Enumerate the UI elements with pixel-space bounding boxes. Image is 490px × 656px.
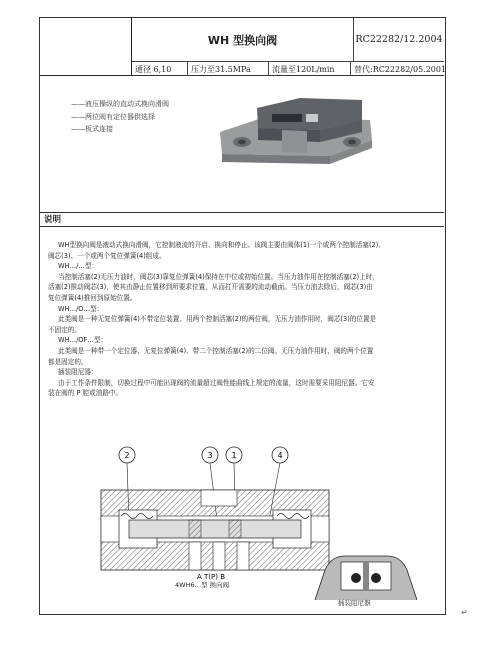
- feature-item: ——两位阀有定位器供选择: [71, 112, 155, 121]
- return-mark: ↵: [461, 608, 468, 617]
- callout-label: 1: [231, 451, 237, 460]
- desc-line: 复位弹簧(4)推回到原始位置。: [48, 293, 137, 302]
- desc-line: 由于工作条件限制，切换过程中可能出现阀的流量超过阀性能曲线上规定的流量，这时需要采用阻尼器。它安: [58, 378, 375, 387]
- desc-line: 此类阀是一种带一个定位器、无复位弹簧(4)、带二个控制活塞(2)的二位阀。无压力油作用时，阀的两个位置: [58, 346, 374, 355]
- port-labels: A T(P) B: [197, 573, 225, 581]
- header-table: [40, 18, 447, 76]
- valve-section-drawing: [93, 428, 343, 598]
- document-code: RC22282/12.2004: [355, 34, 443, 45]
- callout-label: 4: [277, 451, 283, 460]
- desc-line: 活塞(2)推动阀芯(3)，使其由静止位置移到所要求位置，从而打开需要的流动截面。当压力油去除后，阀芯(3)由: [48, 283, 373, 292]
- desc-line: WH型换向阀是液动式换向滑阀，它控制液流的开启、换向和停止。该阀主要由阀体(1)一个或两个控制活塞(2)、: [58, 241, 385, 249]
- diagram-caption: 4WH6…型 换向阀: [175, 581, 230, 589]
- desc-line: 不固定的。: [48, 325, 81, 334]
- spec-size: 通径 6,10: [132, 62, 188, 76]
- desc-line: 阀芯(3)、一个或两个复位弹簧(4)组成。: [48, 251, 166, 260]
- throttle-caption: 插装阻尼器: [338, 599, 371, 607]
- datasheet-page: [39, 17, 446, 615]
- desc-line: WH…/O…型：: [58, 304, 104, 313]
- desc-line: 插装阻尼器：: [58, 368, 98, 377]
- spec-row: [132, 61, 447, 76]
- spec-pressure: 压力至31.5MPa: [188, 62, 269, 76]
- logo-box: [40, 18, 132, 76]
- desc-line: 当控制活塞(2)无压力油时，阀芯(3)靠复位弹簧(4)保持在中位或初始位置。当压力油作用在控制活塞(2)上时，: [58, 272, 379, 281]
- desc-line: WH…/OF…型：: [58, 336, 108, 345]
- spec-flow: 流量至120L/min: [269, 62, 351, 76]
- valve-photo: [212, 90, 382, 175]
- feature-item: ——液压操纵的直动式换向滑阀: [71, 100, 169, 108]
- callout-label: 2: [124, 451, 130, 460]
- desc-line: 都是固定的。: [48, 357, 88, 366]
- feature-item: ——板式连接: [71, 125, 113, 133]
- section-label: 说明: [40, 212, 444, 227]
- desc-line: 装在阀的 P 腔或油路中。: [48, 389, 123, 398]
- description-text: [48, 240, 440, 399]
- desc-line: 此类阀是一种无复位弹簧(4)不带定位装置、用两个控制活塞(2)的两位阀，无压力油作用时，阀芯(3)的位置是: [58, 315, 377, 324]
- spec-replaces: 替代:RC22282/05.2001: [354, 64, 447, 74]
- feature-list: [71, 98, 169, 136]
- callout-label: 3: [207, 451, 213, 460]
- page-title: WH 型换向阀: [132, 18, 354, 61]
- desc-line: WH…/…型：: [58, 262, 99, 271]
